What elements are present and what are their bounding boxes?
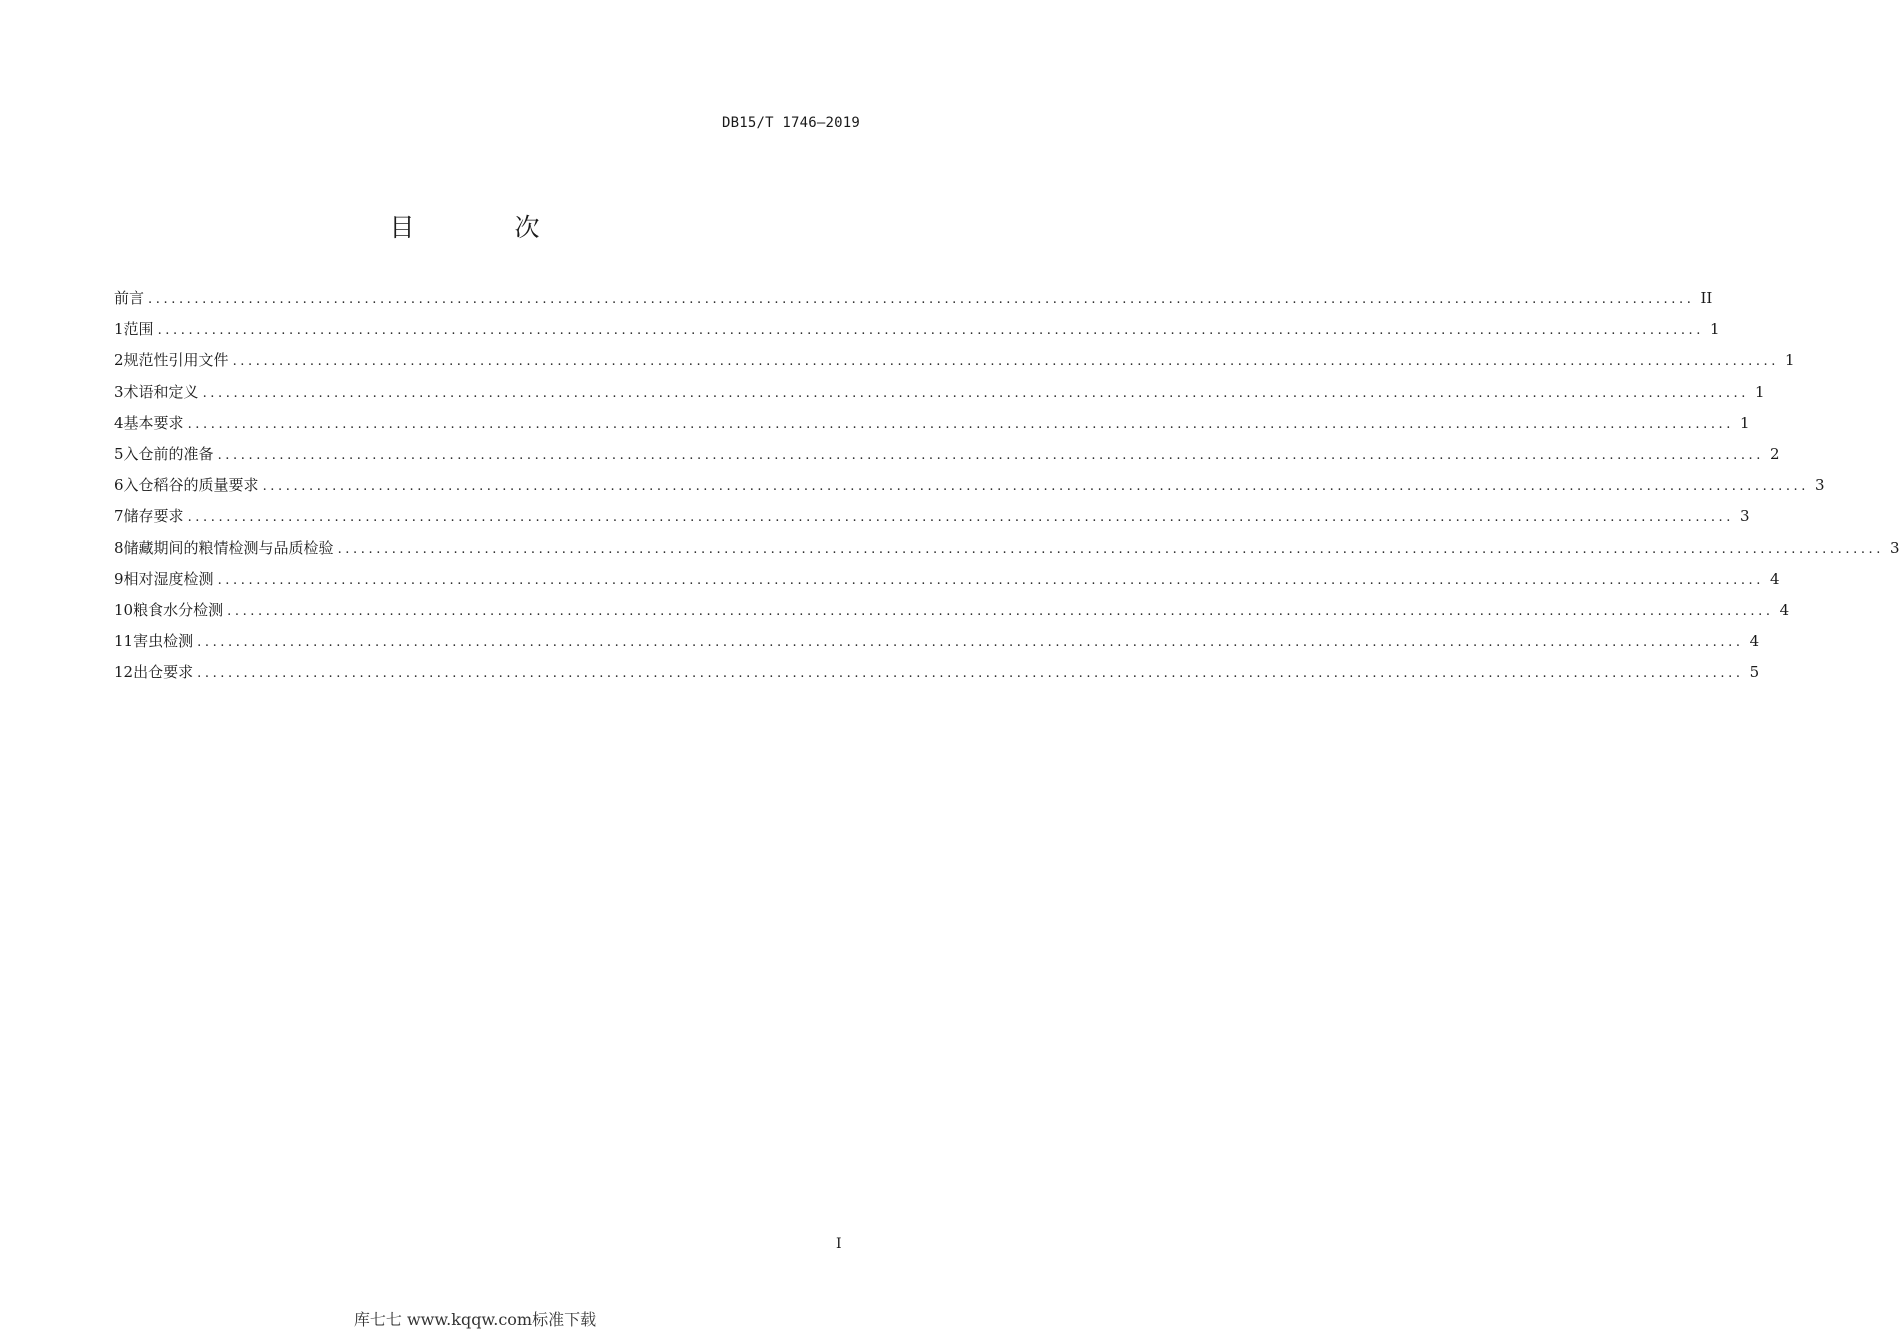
toc-entry-label: 粮食水分检测 [133, 600, 224, 619]
toc-leader-dots: ........................................................................................................................................................................................................ [197, 635, 1744, 651]
toc-entry-number: 11 [114, 632, 134, 651]
toc-leader-dots: ........................................................................................................................................................................................................ [157, 323, 1705, 339]
toc-entry[interactable] [114, 380, 1765, 411]
toc-leader-dots: ........................................................................................................................................................................................................ [232, 354, 1780, 370]
page-title: 目 次 [389, 213, 586, 242]
toc-leader-dots: ........................................................................................................................................................................................................ [187, 416, 1735, 432]
toc-entry-number: 3 [114, 382, 124, 401]
toc-entry-page: 1 [1755, 382, 1765, 401]
toc-entry[interactable] [114, 504, 1750, 535]
toc-entry-label: 入仓前的准备 [123, 444, 214, 463]
toc-entry-page: 5 [1749, 663, 1760, 682]
toc-entry-number: 5 [114, 444, 124, 463]
toc-entry-page: 3 [1815, 476, 1825, 495]
toc-entry-label: 术语和定义 [123, 382, 199, 401]
toc-leader-dots: ........................................................................................................................................................................................................ [227, 603, 1774, 619]
toc-entry[interactable] [114, 660, 1760, 691]
site-watermark: 库七七 www.kqqw.com标准下载 [353, 1310, 597, 1329]
toc-entry[interactable] [114, 348, 1795, 379]
toc-entry-page: 4 [1749, 632, 1760, 651]
toc-entry-page: 1 [1710, 320, 1720, 339]
toc-entry-label: 害虫检测 [133, 632, 194, 651]
toc-leader-dots: ........................................................................................................................................................................................................ [197, 666, 1744, 682]
toc-entry-number: 8 [114, 538, 124, 557]
toc-entry-number: 1 [114, 320, 124, 339]
toc-entry-label: 前言 [114, 289, 145, 307]
toc-entry[interactable] [114, 286, 1713, 317]
toc-entry-number: 6 [114, 476, 124, 495]
toc-entry-label: 出仓要求 [133, 663, 194, 682]
toc-entry-label: 基本要求 [123, 413, 184, 432]
toc-entry[interactable] [114, 473, 1825, 504]
page-number: I [836, 1236, 842, 1252]
toc-entry-page: 3 [1890, 538, 1900, 557]
toc-leader-dots: ........................................................................................................................................................................................................ [202, 385, 1750, 401]
toc-entry-label: 规范性引用文件 [123, 351, 229, 370]
toc-leader-dots: ........................................................................................................................................................................................................ [187, 510, 1735, 526]
toc-entry-page: 4 [1779, 600, 1790, 619]
toc-leader-dots: ........................................................................................................................................................................................................ [148, 292, 1695, 307]
toc-entry[interactable] [114, 442, 1780, 473]
toc-entry-page: 3 [1740, 507, 1750, 526]
toc-entry-number: 7 [114, 507, 124, 526]
toc-entry[interactable] [114, 567, 1780, 598]
toc-entry-number: 12 [114, 663, 134, 682]
toc-entry-number: 10 [114, 600, 134, 619]
toc-leader-dots: ........................................................................................................................................................................................................ [217, 447, 1765, 463]
toc-entry-page: 4 [1770, 569, 1780, 588]
toc-entry-label: 入仓稻谷的质量要求 [123, 476, 259, 495]
toc-entry-label: 储藏期间的粮情检测与品质检验 [123, 538, 334, 557]
standard-code: DB15/T 1746—2019 [721, 115, 860, 131]
toc-entry-page: II [1700, 289, 1713, 307]
toc-entry-number: 2 [114, 351, 124, 370]
toc-leader-dots: ........................................................................................................................................................................................................ [337, 541, 1885, 557]
toc-entry[interactable] [114, 411, 1750, 442]
table-of-contents [114, 286, 1900, 691]
toc-entry-label: 范围 [123, 320, 154, 339]
toc-entry-page: 2 [1770, 444, 1780, 463]
toc-entry-number: 4 [114, 413, 124, 432]
toc-entry[interactable] [114, 317, 1720, 348]
toc-entry[interactable] [114, 536, 1900, 567]
toc-entry-page: 1 [1740, 413, 1750, 432]
toc-leader-dots: ........................................................................................................................................................................................................ [262, 479, 1810, 495]
toc-entry-label: 相对湿度检测 [123, 569, 214, 588]
toc-entry-number: 9 [114, 569, 124, 588]
toc-entry[interactable] [114, 598, 1790, 629]
toc-leader-dots: ........................................................................................................................................................................................................ [217, 572, 1765, 588]
toc-entry[interactable] [114, 629, 1760, 660]
toc-entry-label: 储存要求 [123, 507, 184, 526]
toc-entry-page: 1 [1785, 351, 1795, 370]
